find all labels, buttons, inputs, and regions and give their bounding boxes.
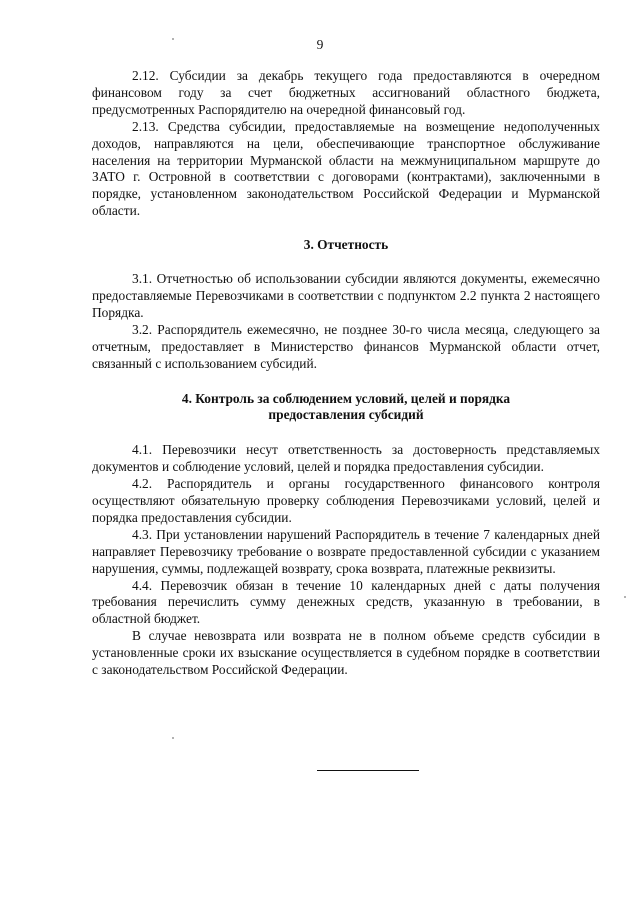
paragraph-4-1: 4.1. Перевозчики несут ответственность за достоверность представляемых документов и соблюдение условий, целей и порядка предоставления субсидии.	[92, 442, 600, 475]
section-3-heading: 3. Отчетность	[303, 237, 389, 253]
page-number: 9	[316, 37, 324, 52]
section-4-heading-line-2: предоставления субсидий	[268, 407, 424, 423]
scan-speck	[172, 38, 174, 40]
paragraph-2-12: 2.12. Субсидии за декабрь текущего года предоставляются в очередном финансовом году за счет бюджетных ассигнований областного бюджета, предусмотренных Распорядителю на очередной финансовый год.	[92, 68, 600, 117]
paragraph-4-4: 4.4. Перевозчик обязан в течение 10 календарных дней с даты получения требования перечислить сумму денежных средств, указанную в требовании, в областной бюджет.	[92, 577, 600, 627]
section-4-heading	[92, 391, 600, 425]
paragraph-refund-clause: В случае невозврата или возврата не в полном объеме средств субсидии в установленные сроки их взыскание осуществляется в судебном порядке в соответствии с законодательством Российской Федерации.	[92, 628, 600, 678]
document-body	[92, 68, 600, 679]
scan-speck	[172, 737, 174, 739]
paragraph-2-13: 2.13. Средства субсидии, предоставляемые на возмещение недополученных доходов, направляются на цели, обеспечивающие транспортное обслуживание населения на территории Мурманской области на межмуниципальном маршруте до ЗАТО г. Островной в соответствии с договорами (контрактами), заключенными в порядке, установленном законодательством Российской Федерации и Мурманской области.	[92, 118, 600, 219]
section-4-heading-line-1: 4. Контроль за соблюдением условий, целей и порядка	[181, 390, 511, 406]
end-divider-line	[317, 770, 419, 771]
paragraph-3-2: 3.2. Распорядитель ежемесячно, не позднее 30-го числа месяца, следующего за отчетным, предоставляет в Министерство финансов Мурманской области отчет, связанный с использованием субсидий.	[92, 321, 600, 371]
scan-speck	[624, 596, 626, 598]
paragraph-4-3: 4.3. При установлении нарушений Распорядитель в течение 7 календарных дней направляет Перевозчику требование о возврате предоставленной субсидии с указанием нарушения, суммы, подлежащей возврату, срока возврата, платежные реквизиты.	[92, 526, 600, 576]
paragraph-4-2: 4.2. Распорядитель и органы государственного финансового контроля осуществляют обязательную проверку соблюдения Перевозчиками условий, целей и порядка предоставления субсидии.	[92, 476, 600, 525]
paragraph-3-1: 3.1. Отчетностью об использовании субсидии являются документы, ежемесячно предоставляемые Перевозчиками в соответствии с подпунктом 2.2 пункта 2 настоящего Порядка.	[92, 271, 600, 320]
